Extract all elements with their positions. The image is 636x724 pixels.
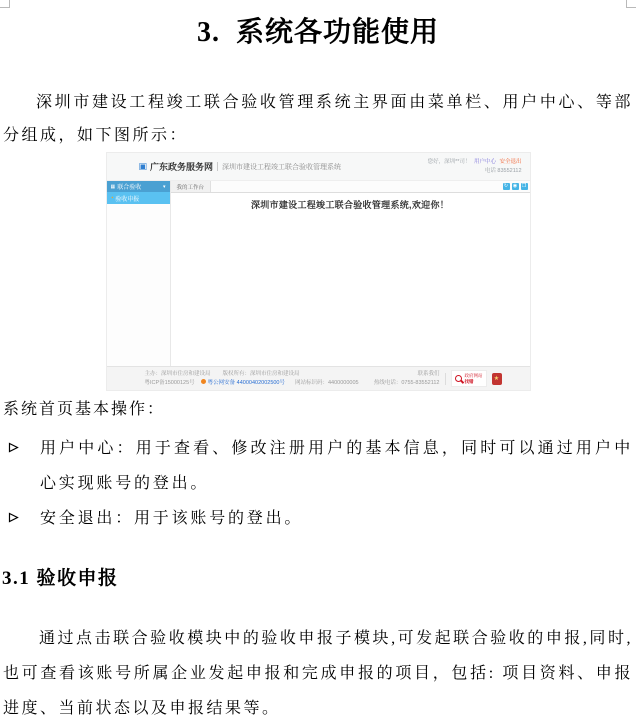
system-name: 深圳市建设工程竣工联合验收管理系统 [222,163,342,171]
app-footer [107,366,530,390]
footer-left [145,370,359,388]
national-emblem-badge [492,373,502,385]
app-main [171,181,530,366]
contact-column [374,370,440,388]
user-block [428,158,522,176]
sidebar-item-label: 验收申报 [115,196,140,203]
sidebar-group-label: 联合验收 [117,185,142,191]
footer-right [374,370,502,388]
portal-name: 广东政务服务网 [150,162,214,172]
logout-link: 安全退出 [499,158,522,165]
app-logo-row [139,160,342,173]
tab-bar [171,181,530,193]
hotline: 热线电话：0755-83552112 [373,379,440,386]
phone-label: 电话 83552112 [484,167,522,174]
app-header [107,153,530,181]
footer-host: 主办：深圳市住房和建设局 [144,370,211,377]
chevron-down-icon: ▾ [162,183,166,190]
fullscreen-icon: ❐ [521,183,527,189]
contact-us: 联系我们 [417,370,440,377]
grid-icon: ▦ [110,183,116,190]
arrow-bullet-icon [8,512,19,523]
text-boundary-mark [0,0,10,8]
intro-paragraph: 深圳市建设工程竣工联合验收管理系统主界面由菜单栏、用户中心、等部分组成，如下图所示： [3,94,633,144]
security-filing-link: 粤公网安备 44000402002500号 [207,379,285,386]
ops-label: 系统首页基本操作： [3,401,166,418]
app-sidebar [107,181,171,366]
gov-site-error-badge [451,370,487,387]
bullet-text: 安全退出：用于该账号的登出。 [40,510,304,527]
bullet-user-center [3,431,633,501]
footer-copyright: 版权所有：深圳市住房和建设局 [222,370,300,377]
badge-bottom-text: 找错 [464,378,474,384]
bullet-text: 用户中心：用于查看、修改注册用户的基本信息，同时可以通过用户中心实现账号的登出。 [40,440,633,492]
footer-site-code: 网站标识码：4400000005 [295,379,359,386]
tab-workbench: 我的工作台 [171,181,212,192]
security-shield-icon [201,379,206,384]
portal-logo-icon: ▣ [138,161,148,171]
magnifier-icon [455,375,462,382]
sidebar-item-acceptance-apply [107,192,170,204]
target-icon: ◉ [512,183,518,189]
welcome-text: 深圳市建设工程竣工联合验收管理系统,欢迎你！ [250,200,450,210]
section-title: 3.1 验收申报 [2,568,119,589]
arrow-bullet-icon [8,442,19,453]
app-body [107,181,530,366]
badge-top-text: 政府网站 [464,373,483,378]
text-boundary-mark [626,0,636,8]
tab-actions [503,183,528,190]
footer-icp: 粤ICP备15000125号 [144,379,195,386]
page-title: 3. 系统各功能使用 [196,17,439,48]
user-center-link: 用户中心 [473,158,496,165]
footer-divider [445,373,446,385]
user-greeting: 您好，深圳**司！ [427,158,471,165]
section-paragraph: 通过点击联合验收模块中的验收申报子模块,可发起联合验收的申报,同时,也可查看该账号所属企业发起申报和完成申报的项目，包括: 项目资料、申报进度、当前状态以及申报结果等。 [3,630,633,717]
embedded-screenshot [106,152,531,391]
sidebar-group-joint-acceptance [107,181,170,192]
refresh-icon: ↻ [503,183,509,189]
header-divider [217,162,218,171]
folder-icon: ▪ [111,195,114,201]
bullet-logout [3,501,633,536]
